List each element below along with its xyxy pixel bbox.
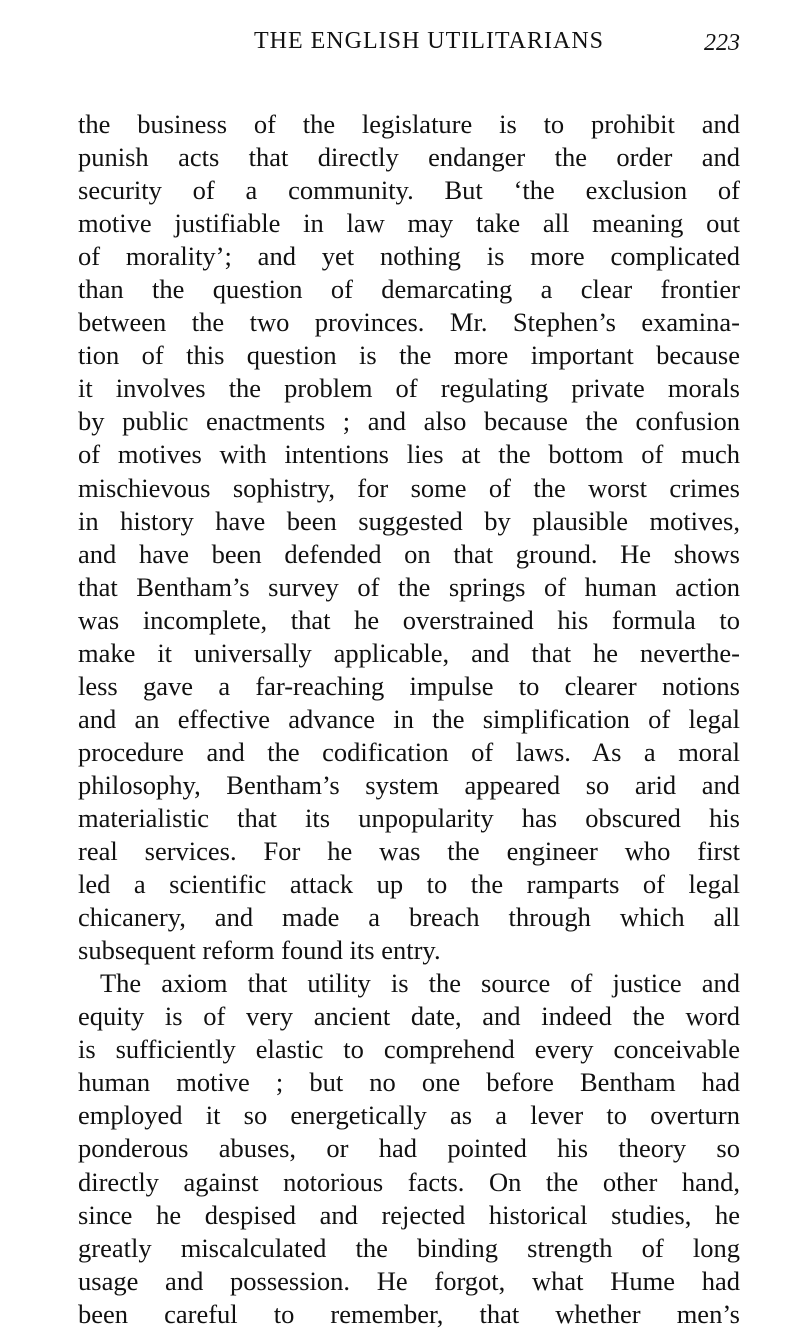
text-line: that Bentham’s survey of the springs of human action <box>78 571 740 602</box>
text-line: human motive ; but no one before Bentham had <box>78 1067 740 1098</box>
text-line: by public enactments ; and also because the confusion <box>78 406 740 437</box>
text-line: and have been defended on that ground. He shows <box>78 538 740 569</box>
text-line: procedure and the codification of laws. As a moral <box>78 736 740 767</box>
body-text <box>78 108 740 1331</box>
text-line: the business of the legislature is to prohibit and <box>78 109 740 139</box>
text-line: employed it so energetically as a lever to overturn <box>78 1100 740 1131</box>
text-line: make it universally applicable, and that he neverthe- <box>78 637 740 668</box>
text-line: between the two provinces. Mr. Stephen’s examina- <box>78 307 740 338</box>
text-line: greatly miscalculated the binding strength of long <box>78 1232 740 1263</box>
text-line: in history have been suggested by plausible motives, <box>78 505 740 536</box>
text-line: of morality’; and yet nothing is more complicated <box>78 241 740 272</box>
text-line: of motives with intentions lies at the bottom of much <box>78 439 740 470</box>
text-line: subsequent reform found its entry. <box>78 935 441 966</box>
text-line: and an effective advance in the simplification of legal <box>78 703 740 734</box>
running-title: THE ENGLISH UTILITARIANS <box>253 28 605 54</box>
text-line: less gave a far-reaching impulse to clearer notions <box>78 670 740 701</box>
text-line: was incomplete, that he overstrained his formula to <box>78 604 740 635</box>
text-line: mischievous sophistry, for some of the worst crimes <box>78 472 740 503</box>
text-line: been careful to remember, that whether men’s <box>78 1298 740 1329</box>
text-line: since he despised and rejected historical studies, he <box>78 1199 740 1230</box>
text-line: usage and possession. He forgot, what Hume had <box>78 1265 740 1296</box>
text-line: than the question of demarcating a clear frontier <box>78 274 740 305</box>
page-number: 223 <box>704 30 740 56</box>
text-line: motive justifiable in law may take all meaning out <box>78 208 740 239</box>
text-line: materialistic that its unpopularity has obscured his <box>78 802 740 833</box>
text-line: tion of this question is the more important because <box>78 340 740 371</box>
text-line: is sufficiently elastic to comprehend every conceivable <box>78 1034 740 1065</box>
text-line: real services. For he was the engineer who first <box>78 836 740 867</box>
text-line: The axiom that utility is the source of justice and <box>100 968 740 999</box>
text-line: ponderous abuses, or had pointed his theory so <box>78 1133 740 1164</box>
page-header <box>78 28 740 64</box>
text-line: security of a community. But ‘the exclusion of <box>78 175 740 206</box>
text-line: chicanery, and made a breach through which all <box>78 902 740 933</box>
text-line: it involves the problem of regulating private morals <box>78 373 740 404</box>
text-line: punish acts that directly endanger the order and <box>78 142 740 173</box>
text-line: directly against notorious facts. On the other hand, <box>78 1166 740 1197</box>
text-line: equity is of very ancient date, and indeed the word <box>78 1001 740 1032</box>
text-line: philosophy, Bentham’s system appeared so arid and <box>78 769 740 800</box>
text-line: led a scientific attack up to the ramparts of legal <box>78 869 740 900</box>
